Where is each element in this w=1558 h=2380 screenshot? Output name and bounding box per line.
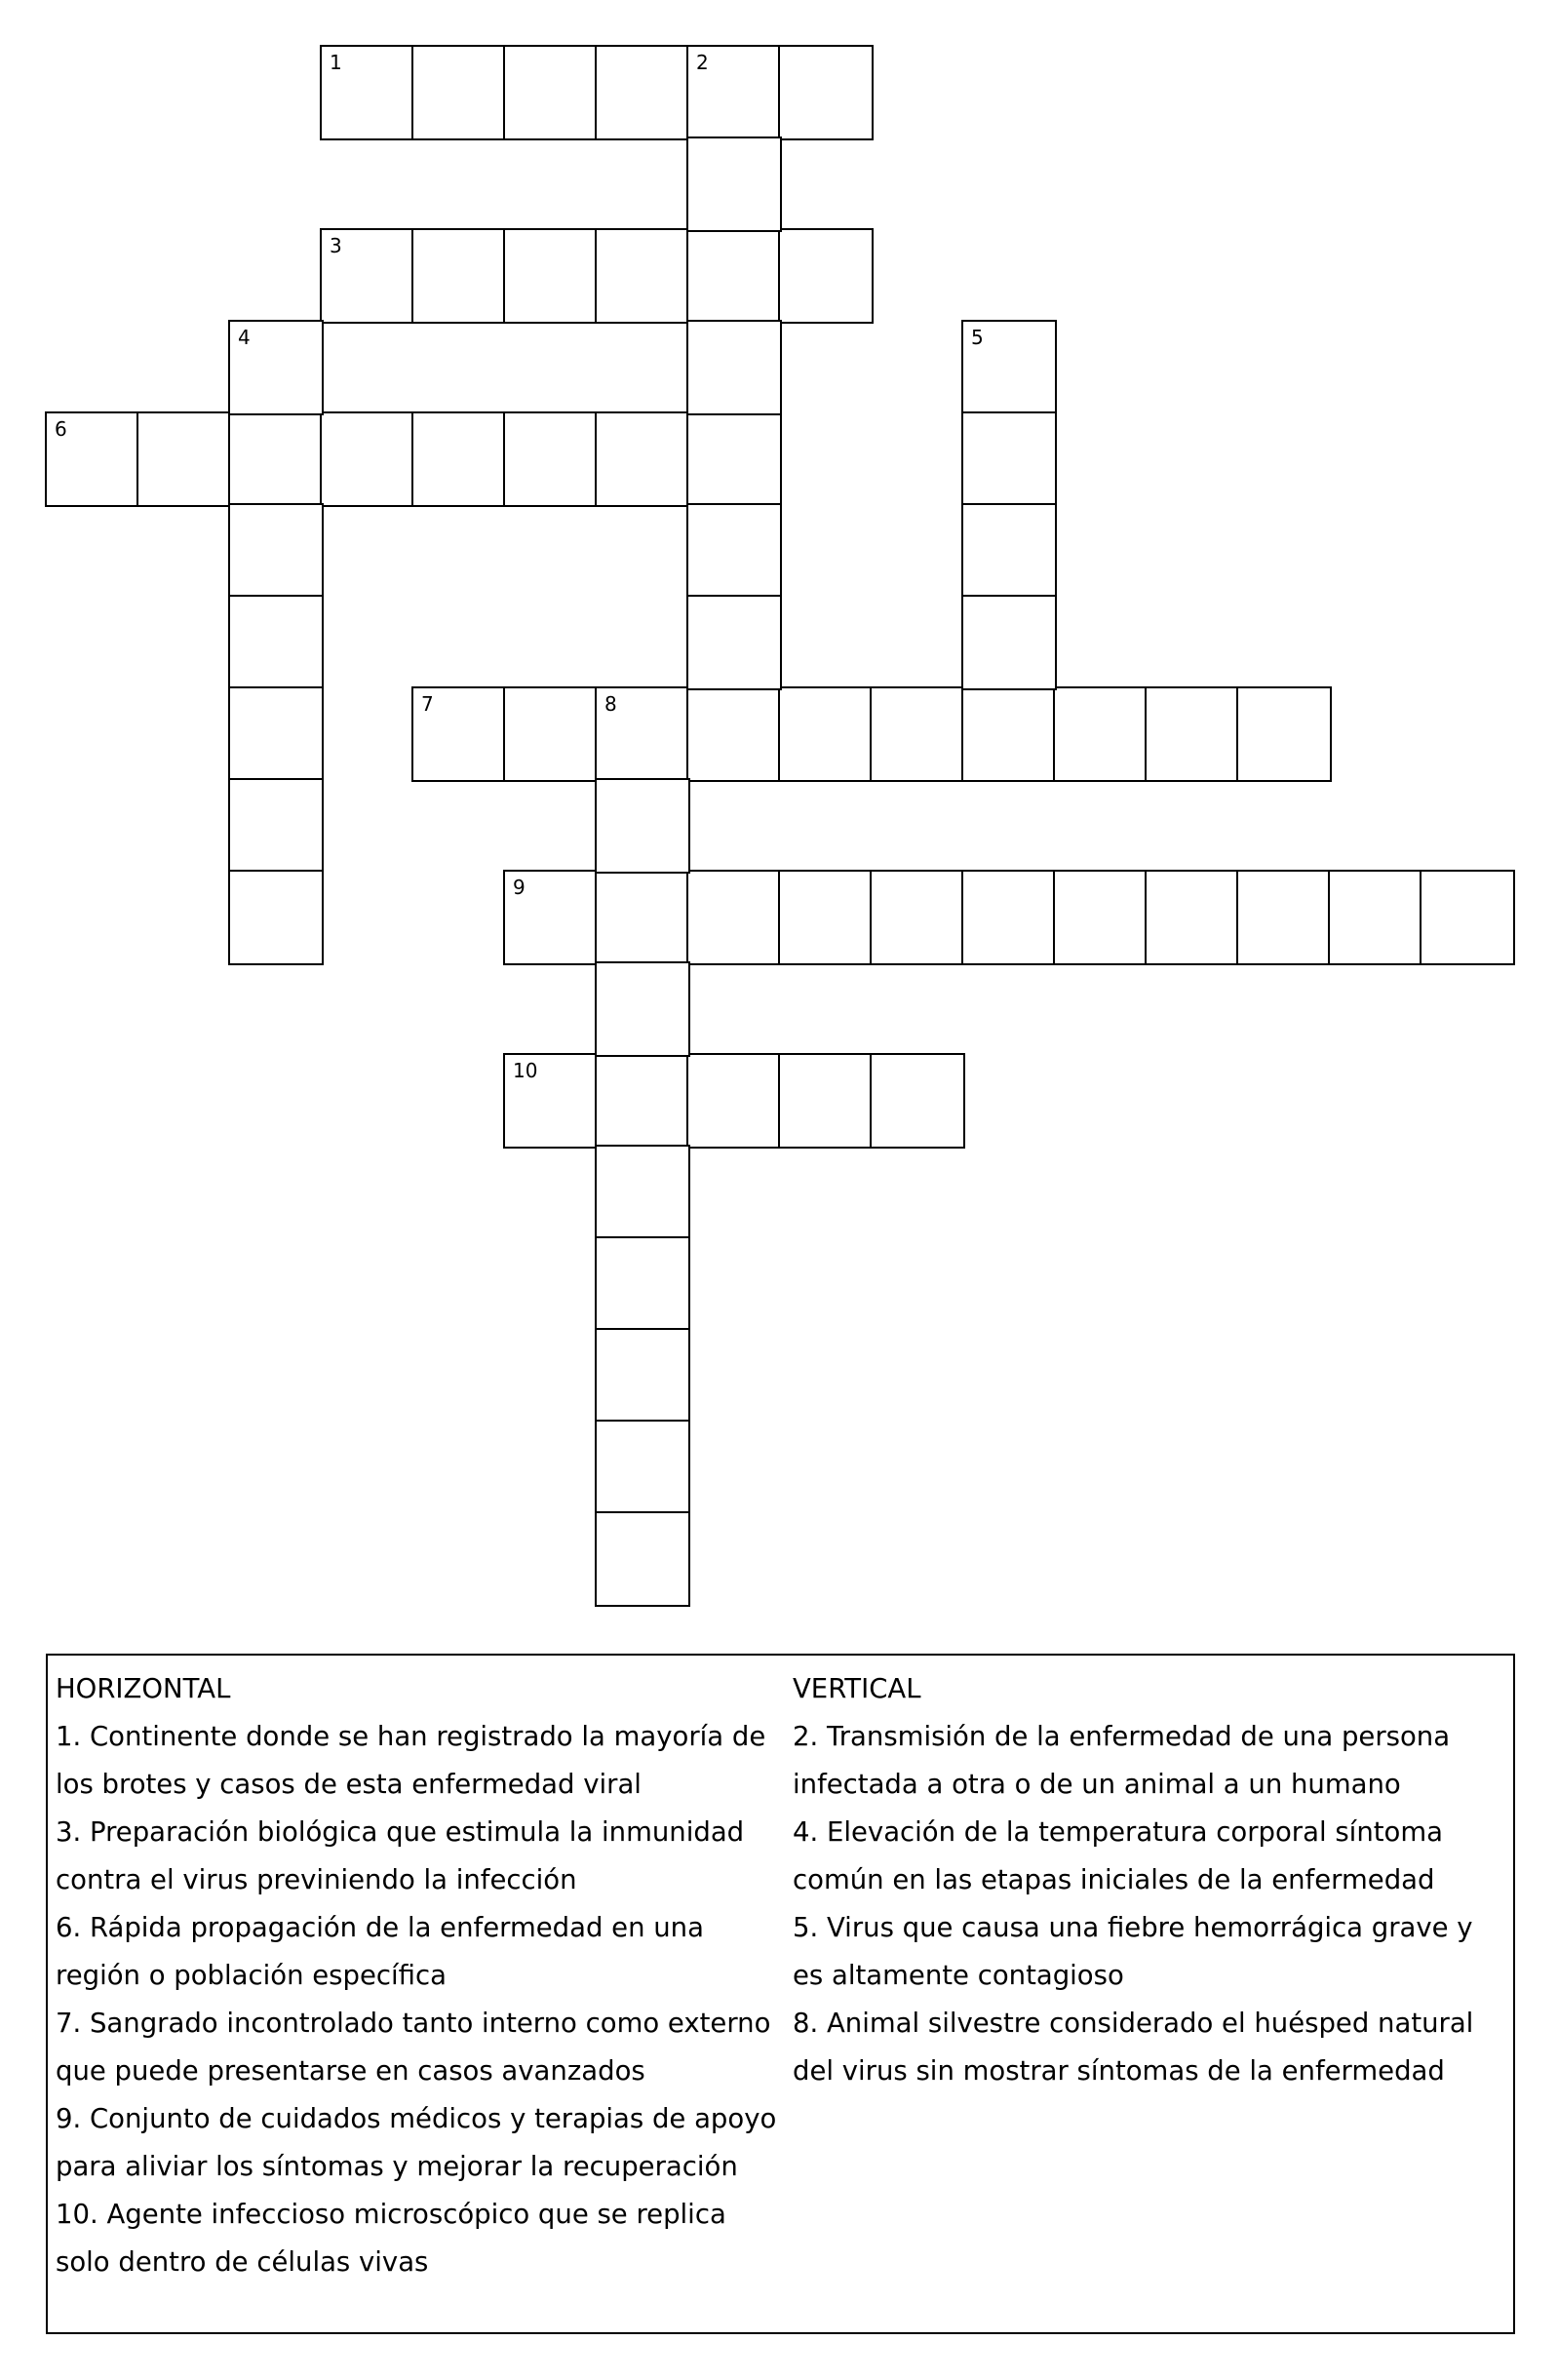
crossword-cell[interactable] [686, 1053, 782, 1149]
crossword-cell[interactable] [595, 1053, 690, 1149]
crossword-cell[interactable] [961, 686, 1057, 782]
clue-down-5: 5. Virus que causa una fiebre hemorrágica grave y es altamente contagioso [793, 1912, 1473, 1991]
clue-number-label: 5 [971, 326, 984, 349]
crossword-cell[interactable] [228, 686, 324, 782]
crossword-cell[interactable] [411, 45, 507, 140]
clue-down-8: 8. Animal silvestre considerado el huésped natural del virus sin mostrar síntomas de la enfermedad [793, 2008, 1474, 2087]
clue-across-10: 10. Agente infeccioso microscópico que se replica solo dentro de células vivas [56, 2199, 726, 2278]
crossword-cell[interactable] [228, 320, 324, 415]
crossword-cell[interactable] [961, 320, 1057, 415]
horizontal-heading: HORIZONTAL [56, 1673, 231, 1704]
clue-across-6: 6. Rápida propagación de la enfermedad en una región o población específica [56, 1912, 704, 1991]
crossword-cell[interactable] [1145, 686, 1240, 782]
clue-across-7: 7. Sangrado incontrolado tanto interno como externo que puede presentarse en casos avanzados [56, 2008, 771, 2087]
clue-across-9: 9. Conjunto de cuidados médicos y terapias de apoyo para aliviar los síntomas y mejorar la recuperación [56, 2103, 777, 2182]
clue-across-1: 1. Continente donde se han registrado la mayoría de los brotes y casos de esta enfermedad viral [56, 1721, 766, 1800]
clue-number-label: 7 [421, 692, 434, 716]
crossword-cell[interactable] [411, 411, 507, 507]
crossword-cell[interactable] [595, 411, 690, 507]
crossword-cell[interactable] [961, 595, 1057, 690]
crossword-cell[interactable] [228, 595, 324, 690]
clue-number-label: 3 [330, 234, 342, 257]
crossword-cell[interactable] [870, 1053, 965, 1149]
crossword-cell[interactable] [595, 1236, 690, 1332]
crossword-cell[interactable] [503, 411, 599, 507]
crossword-cell[interactable] [1236, 870, 1332, 965]
crossword-cell[interactable] [595, 778, 690, 874]
clue-across-3: 3. Preparación biológica que estimula la inmunidad contra el virus previniendo la infección [56, 1816, 745, 1895]
crossword-cell[interactable] [1328, 870, 1423, 965]
crossword-cell[interactable] [1236, 686, 1332, 782]
crossword-cell[interactable] [1145, 870, 1240, 965]
crossword-cell[interactable] [870, 870, 965, 965]
clue-number-label: 8 [604, 692, 617, 716]
crossword-cell[interactable] [778, 870, 874, 965]
crossword-cell[interactable] [228, 503, 324, 599]
crossword-cell[interactable] [503, 686, 599, 782]
crossword-cell[interactable] [686, 228, 782, 324]
crossword-cell[interactable] [961, 503, 1057, 599]
clue-down-2: 2. Transmisión de la enfermedad de una persona infectada a otra o de un animal a un humano [793, 1721, 1451, 1800]
crossword-cell[interactable] [778, 228, 874, 324]
crossword-cell[interactable] [686, 320, 782, 415]
crossword-cell[interactable] [686, 137, 782, 232]
crossword-cell[interactable] [411, 686, 507, 782]
crossword-cell[interactable] [503, 870, 599, 965]
crossword-cell[interactable] [1053, 686, 1149, 782]
crossword-cell[interactable] [686, 411, 782, 507]
crossword-cell[interactable] [686, 45, 782, 140]
crossword-cell[interactable] [228, 870, 324, 965]
clue-number-label: 9 [513, 876, 526, 899]
crossword-cell[interactable] [1053, 870, 1149, 965]
crossword-cell[interactable] [595, 1420, 690, 1515]
crossword-cell[interactable] [228, 411, 324, 507]
crossword-cell[interactable] [228, 778, 324, 874]
crossword-cell[interactable] [686, 686, 782, 782]
crossword-cell[interactable] [595, 228, 690, 324]
crossword-cell[interactable] [778, 45, 874, 140]
crossword-cell[interactable] [961, 411, 1057, 507]
horizontal-clues [56, 1665, 789, 2286]
crossword-cell[interactable] [411, 228, 507, 324]
crossword-cell[interactable] [595, 1328, 690, 1424]
vertical-clues [793, 1665, 1509, 2095]
crossword-cell[interactable] [595, 686, 690, 782]
crossword-cell[interactable] [778, 1053, 874, 1149]
crossword-cell[interactable] [686, 870, 782, 965]
clue-number-label: 4 [238, 326, 251, 349]
crossword-cell[interactable] [320, 45, 415, 140]
clue-number-label: 6 [55, 417, 67, 441]
crossword-cell[interactable] [45, 411, 140, 507]
crossword-cell[interactable] [320, 228, 415, 324]
clue-number-label: 2 [696, 51, 709, 74]
crossword-cell[interactable] [595, 1511, 690, 1607]
crossword-cell[interactable] [778, 686, 874, 782]
crossword-cell[interactable] [595, 870, 690, 965]
crossword-cell[interactable] [870, 686, 965, 782]
crossword-cell[interactable] [961, 870, 1057, 965]
clue-number-label: 10 [513, 1059, 538, 1082]
clues-panel [46, 1654, 1515, 2334]
crossword-cell[interactable] [595, 961, 690, 1057]
vertical-heading: VERTICAL [793, 1673, 921, 1704]
crossword-cell[interactable] [1420, 870, 1515, 965]
crossword-cell[interactable] [503, 45, 599, 140]
crossword-cell[interactable] [136, 411, 232, 507]
crossword-cell[interactable] [595, 45, 690, 140]
crossword-cell[interactable] [686, 503, 782, 599]
crossword-cell[interactable] [686, 595, 782, 690]
crossword-cell[interactable] [595, 1145, 690, 1240]
crossword-cell[interactable] [320, 411, 415, 507]
crossword-cell[interactable] [503, 1053, 599, 1149]
crossword-cell[interactable] [503, 228, 599, 324]
clue-number-label: 1 [330, 51, 342, 74]
clue-down-4: 4. Elevación de la temperatura corporal síntoma común en las etapas iniciales de la enfermedad [793, 1816, 1443, 1895]
